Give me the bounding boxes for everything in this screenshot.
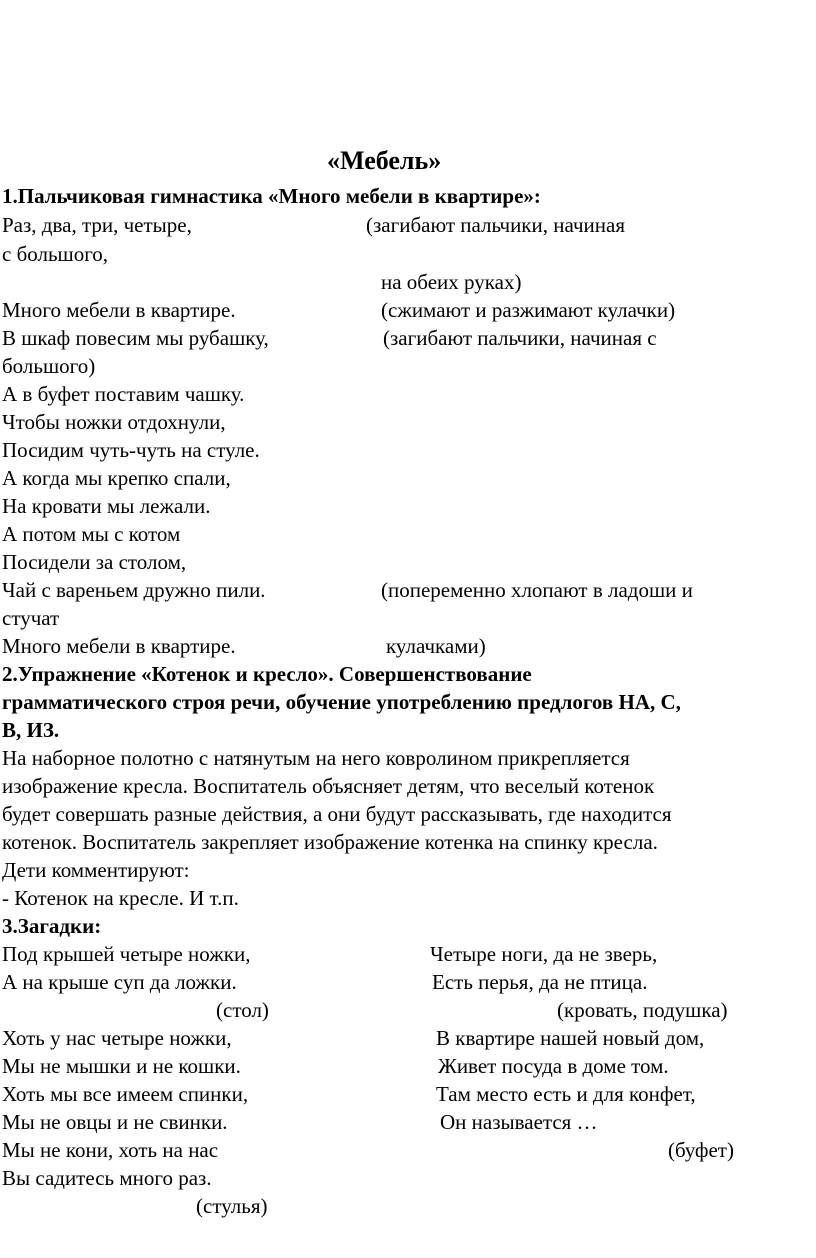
instruction-line: (загибают пальчики, начиная с — [383, 326, 657, 350]
poem-line: Посидим чуть-чуть на стуле. — [2, 438, 260, 462]
instruction-line: стучат — [2, 606, 60, 630]
page-title: «Мебель» — [327, 146, 442, 175]
instruction-line: (загибают пальчики, начиная — [366, 213, 625, 237]
riddle-answer: (буфет) — [668, 1138, 734, 1162]
riddle-line: Есть перья, да не птица. — [432, 970, 648, 994]
poem-line: А когда мы крепко спали, — [2, 466, 231, 490]
riddle-line: Он называется … — [440, 1110, 598, 1134]
riddle-line: Живет посуда в доме том. — [438, 1054, 669, 1078]
section-2-heading: 2.Упражнение «Котенок и кресло». Совершенствование — [2, 662, 532, 686]
riddle-line: Мы не мышки и не кошки. — [2, 1054, 241, 1078]
paragraph-line: изображение кресла. Воспитатель объясняет детям, что веселый котенок — [2, 774, 655, 798]
riddle-line: Хоть у нас четыре ножки, — [2, 1026, 232, 1050]
riddle-line: Вы садитесь много раз. — [2, 1166, 212, 1190]
paragraph-line: будет совершать разные действия, а они будут рассказывать, где находится — [2, 802, 672, 826]
section-3-heading: 3.Загадки: — [2, 914, 102, 938]
instruction-line: (попеременно хлопают в ладоши и — [381, 578, 693, 602]
poem-line: А в буфет поставим чашку. — [2, 382, 245, 406]
riddle-line: Мы не кони, хоть на нас — [2, 1138, 219, 1162]
riddle-answer: (кровать, подушка) — [557, 998, 728, 1022]
riddle-answer: (стол) — [216, 998, 269, 1022]
poem-line: Чтобы ножки отдохнули, — [2, 410, 226, 434]
riddle-line: А на крыше суп да ложки. — [2, 970, 237, 994]
section-1-heading: 1.Пальчиковая гимнастика «Много мебели в квартире»: — [2, 184, 541, 208]
riddle-answer: (стулья) — [196, 1194, 268, 1218]
paragraph-line: Дети комментируют: — [2, 858, 190, 882]
poem-line: Чай с вареньем дружно пили. — [2, 578, 266, 602]
poem-line: Посидели за столом, — [2, 550, 187, 574]
riddle-line: Четыре ноги, да не зверь, — [430, 942, 658, 966]
section-2-heading: грамматического строя речи, обучение употреблению предлогов НА, С, — [2, 690, 681, 714]
instruction-line: большого) — [2, 354, 96, 378]
poem-line: Раз, два, три, четыре, — [2, 213, 192, 237]
poem-line: В шкаф повесим мы рубашку, — [2, 326, 269, 350]
riddle-line: Мы не овцы и не свинки. — [2, 1110, 228, 1134]
instruction-line: кулачками) — [386, 634, 486, 658]
instruction-line: с большого, — [2, 242, 109, 266]
paragraph-line: котенок. Воспитатель закрепляет изображение котенка на спинку кресла. — [2, 830, 658, 854]
paragraph-line: На наборное полотно с натянутым на него ковролином прикрепляется — [2, 746, 630, 770]
riddle-line: Там место есть и для конфет, — [436, 1082, 696, 1106]
instruction-line: (сжимают и разжимают кулачки) — [381, 298, 676, 322]
poem-line: На кровати мы лежали. — [2, 494, 211, 518]
poem-line: Много мебели в квартире. — [2, 634, 236, 658]
poem-line: Много мебели в квартире. — [2, 298, 236, 322]
paragraph-line: - Котенок на кресле. И т.п. — [2, 886, 239, 910]
riddle-line: Хоть мы все имеем спинки, — [2, 1082, 249, 1106]
instruction-line: на обеих руках) — [381, 270, 522, 294]
riddle-line: Под крышей четыре ножки, — [2, 942, 251, 966]
riddle-line: В квартире нашей новый дом, — [436, 1026, 705, 1050]
poem-line: А потом мы с котом — [2, 522, 181, 546]
section-2-heading: В, ИЗ. — [2, 718, 60, 742]
